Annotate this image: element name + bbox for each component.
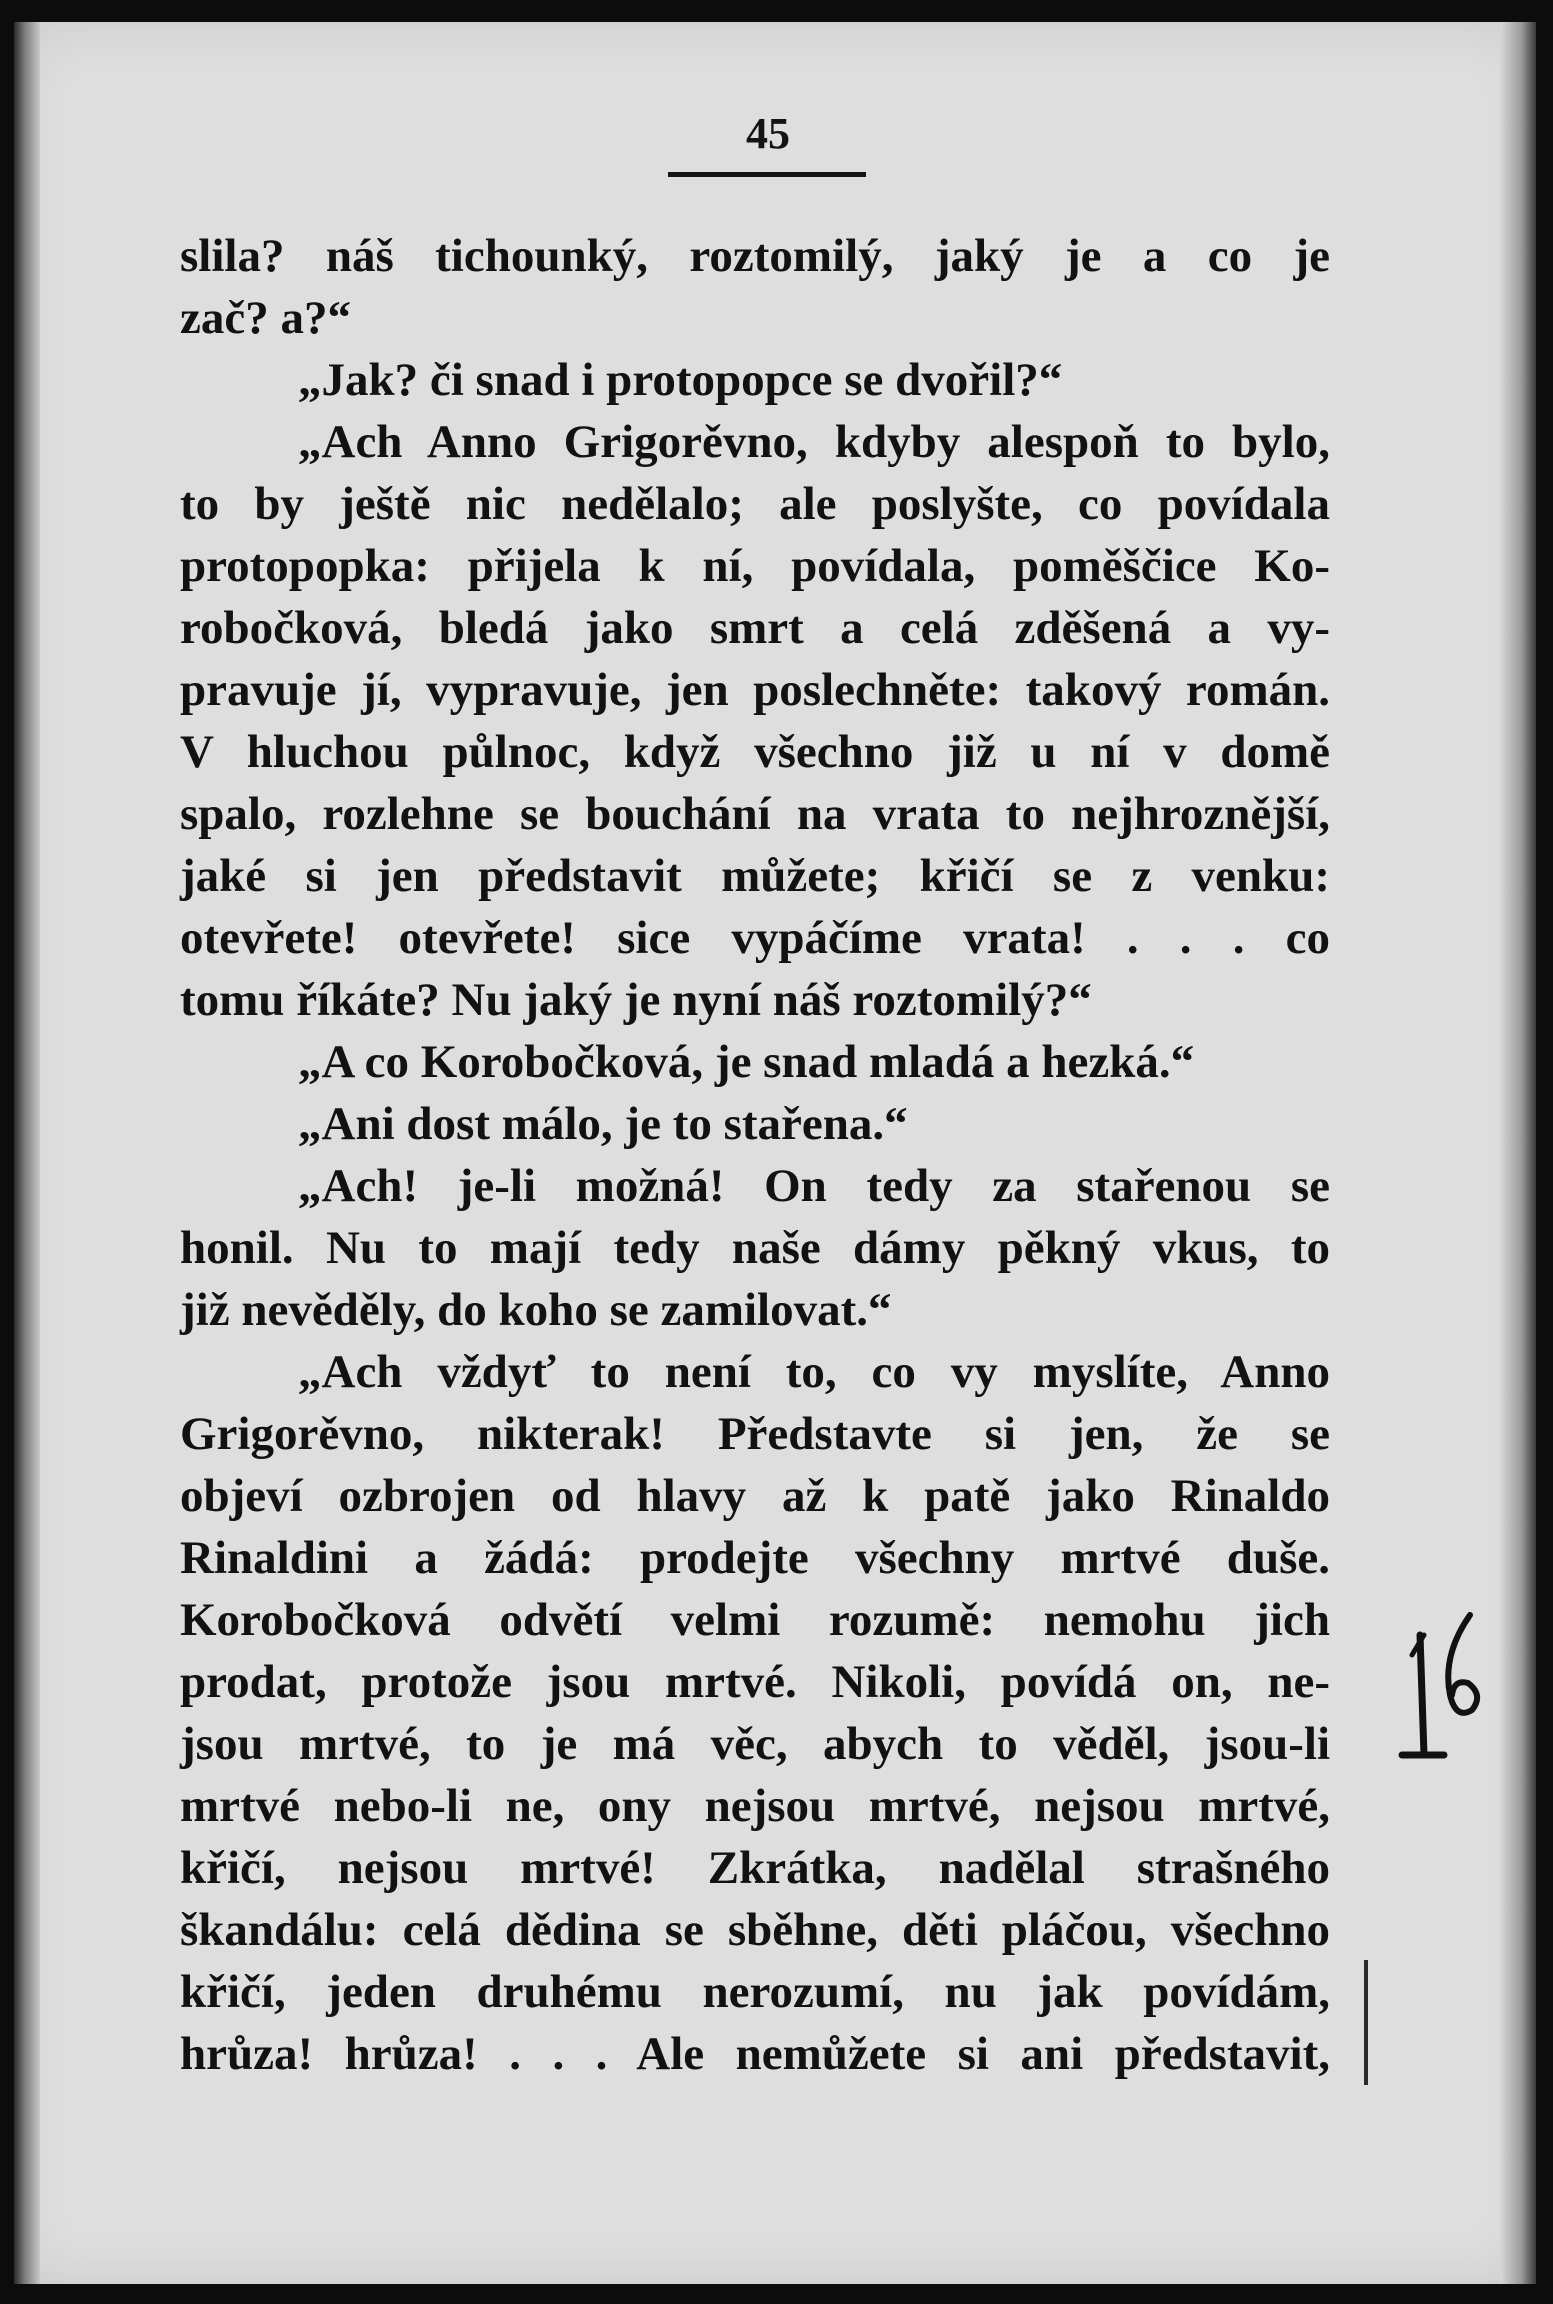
text-line: tomu říkáte? Nu jaký je nyní náš roztomilý?“ [180,974,1092,1026]
text-line: protopopka: přijela k ní, povídala, poměščice Ko- [180,540,1330,592]
text-line: „Ach vždyť to není to, co vy myslíte, Anno [298,1346,1330,1398]
text-line: „A co Korobočková, je snad mladá a hezká.“ [298,1036,1195,1088]
text-line: jaké si jen představit můžete; křičí se z venku: [180,850,1330,902]
text-line: již nevěděly, do koho se zamilovat.“ [180,1284,892,1336]
body-text [180,225,1330,2085]
header-rule [668,172,866,177]
text-line: honil. Nu to mají tedy naše dámy pěkný vkus, to [180,1222,1330,1274]
text-line: to by ještě nic nedělalo; ale poslyšte, co povídala [180,478,1330,530]
text-line: křičí, nejsou mrtvé! Zkrátka, nadělal strašného [180,1842,1330,1894]
text-line: slila? náš tichounký, roztomilý, jaký je a co je [180,230,1330,282]
page-edge-shadow [1500,22,1536,2284]
page-number: 45 [746,109,790,158]
margin-bracket-mark [1364,1960,1368,2085]
text-line: „Ani dost málo, je to stařena.“ [298,1098,908,1150]
text-line: otevřete! otevřete! sice vypáčíme vrata! . . . co [180,912,1330,964]
page-spine-shadow [14,22,40,2284]
text-line: škandálu: celá dědina se sběhne, děti pláčou, všechno [180,1904,1330,1956]
text-line: objeví ozbrojen od hlavy až k patě jako Rinaldo [180,1470,1330,1522]
text-line: hrůza! hrůza! . . . Ale nemůžete si ani představit, [180,2028,1330,2080]
text-line: spalo, rozlehne se bouchání na vrata to nejhroznější, [180,788,1330,840]
text-line: Korobočková odvětí velmi rozumě: nemohu jich [180,1594,1330,1646]
text-line: mrtvé nebo-li ne, ony nejsou mrtvé, nejsou mrtvé, [180,1780,1330,1832]
text-line: „Ach! je-li možná! On tedy za stařenou se [298,1160,1330,1212]
text-line: zač? a?“ [180,292,351,344]
text-line: Rinaldini a žádá: prodejte všechny mrtvé duše. [180,1532,1330,1584]
text-line: prodat, protože jsou mrtvé. Nikoli, povídá on, ne- [180,1656,1330,1708]
text-line: Grigorěvno, nikterak! Představte si jen, že se [180,1408,1330,1460]
text-line: V hluchou půlnoc, když všechno již u ní v domě [180,726,1330,778]
text-line: robočková, bledá jako smrt a celá zděšená a vy- [180,602,1330,654]
text-line: křičí, jeden druhému nerozumí, nu jak povídám, [180,1966,1330,2018]
text-line: jsou mrtvé, to je má věc, abych to věděl, jsou-li [180,1718,1330,1770]
handwritten-marginal-note [1372,1595,1492,1780]
text-line: pravuje jí, vypravuje, jen poslechněte: takový román. [180,664,1330,716]
text-line: „Ach Anno Grigorěvno, kdyby alespoň to bylo, [298,416,1330,468]
text-line: „Jak? či snad i protopopce se dvořil?“ [298,354,1063,406]
